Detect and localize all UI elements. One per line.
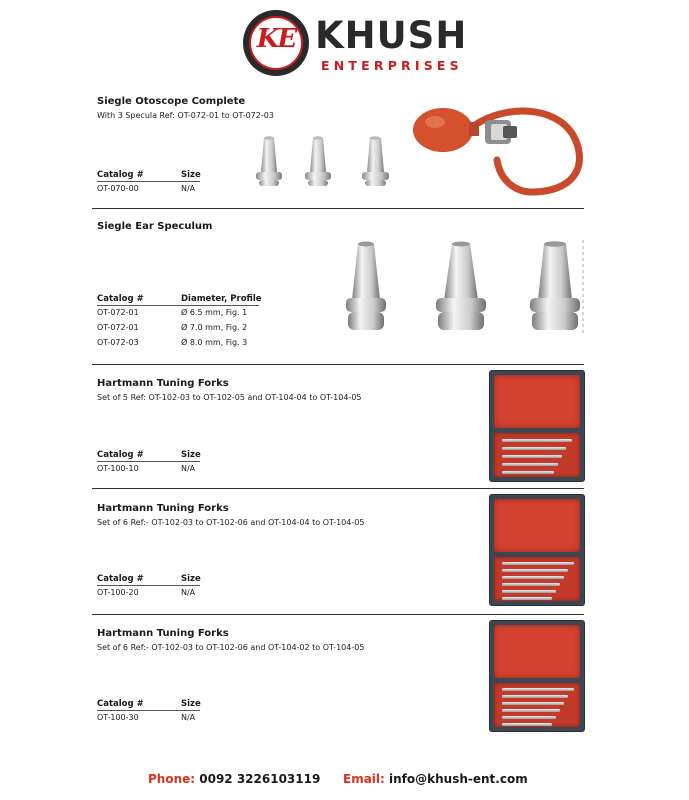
logo-badge	[243, 10, 309, 76]
footer-phone	[148, 772, 320, 786]
size-header: Size	[181, 699, 201, 709]
catalog-header: Catalog #	[97, 574, 144, 584]
catalog-header: Catalog #	[97, 170, 144, 180]
ear-speculum-image-set	[340, 236, 590, 344]
company-name: KHUSH	[315, 14, 468, 57]
phone-number[interactable]: 0092 3226103119	[199, 772, 321, 786]
diameter-header: Diameter, Profile	[181, 294, 262, 304]
tuning-fork-case-image	[489, 494, 585, 606]
diameter-value: Ø 7.0 mm, Fig. 2	[181, 323, 248, 332]
catalog-number: OT-072-03	[97, 338, 139, 347]
size-header: Size	[181, 450, 201, 460]
phone-label: Phone:	[148, 772, 196, 786]
speculum-small-2	[305, 136, 331, 186]
product-title: Hartmann Tuning Forks	[97, 378, 229, 389]
size-value: N/A	[181, 184, 196, 193]
diameter-value: Ø 6.5 mm, Fig. 1	[181, 308, 248, 317]
speculum-small-1	[256, 136, 282, 186]
catalog-number: OT-100-30	[97, 713, 139, 722]
speculum-small-3	[362, 136, 389, 186]
catalog-number: OT-072-01	[97, 308, 139, 317]
catalog-number: OT-100-20	[97, 588, 139, 597]
product-subtitle: Set of 6 Ref:- OT-102-03 to OT-102-06 and OT-104-04 to OT-104-05	[97, 518, 365, 527]
speculum-fig-2	[436, 242, 486, 331]
product-title: Siegle Ear Speculum	[97, 221, 213, 232]
catalog-header: Catalog #	[97, 699, 144, 709]
footer-email	[343, 772, 528, 786]
email-label: Email:	[343, 772, 385, 786]
product-title: Hartmann Tuning Forks	[97, 503, 229, 514]
size-value: N/A	[181, 588, 196, 597]
size-value: N/A	[181, 713, 196, 722]
company-logo	[243, 10, 468, 76]
speculum-fig-3	[530, 241, 580, 330]
specula-image-set	[250, 130, 400, 196]
speculum-fig-1	[346, 242, 386, 331]
tuning-fork-case-image	[489, 620, 585, 732]
product-title: Hartmann Tuning Forks	[97, 628, 229, 639]
email-link[interactable]: info@khush-ent.com	[389, 772, 528, 786]
size-value: N/A	[181, 464, 196, 473]
product-subtitle: Set of 6 Ref:- OT-102-03 to OT-102-06 and OT-104-02 to OT-104-05	[97, 643, 365, 652]
company-tagline: ENTERPRISES	[321, 58, 463, 73]
catalog-number: OT-100-10	[97, 464, 139, 473]
catalog-header: Catalog #	[97, 294, 144, 304]
product-subtitle: Set of 5 Ref: OT-102-03 to OT-102-05 and OT-104-04 to OT-104-05	[97, 393, 362, 402]
product-subtitle: With 3 Specula Ref: OT-072-01 to OT-072-03	[97, 111, 274, 120]
catalog-header: Catalog #	[97, 450, 144, 460]
size-header: Size	[181, 574, 201, 584]
catalog-number: OT-070-00	[97, 184, 139, 193]
diameter-value: Ø 8.0 mm, Fig. 3	[181, 338, 248, 347]
catalog-number: OT-072-01	[97, 323, 139, 332]
size-header: Size	[181, 170, 201, 180]
logo-monogram: KE	[256, 24, 296, 54]
tuning-fork-case-image	[489, 370, 585, 482]
product-title: Siegle Otoscope Complete	[97, 96, 246, 107]
otoscope-image	[405, 100, 589, 200]
